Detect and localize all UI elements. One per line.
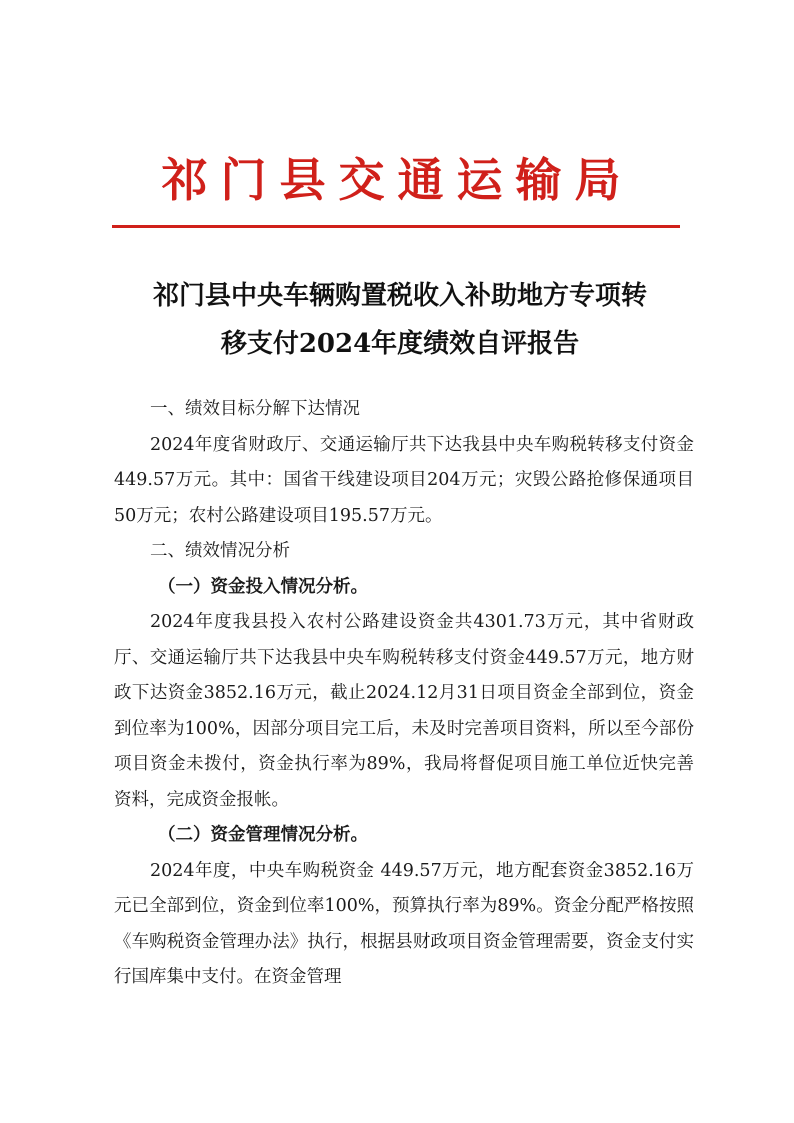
document-body [114, 392, 694, 996]
document-title-line-1: 祁门县中央车辆购置税收入补助地方专项转 [152, 281, 647, 311]
agency-masthead: 祁门县交通运输局 [161, 153, 634, 207]
masthead-red-line [112, 225, 680, 228]
subsection-2-paragraph: 2024年度，中央车购税资金 449.57万元，地方配套资金3852.16万元已全部到位，资金到位率100%，预算执行率为89%。资金分配严格按照《车购税资金管理办法》执行，根据县财政项目资金管理需要，资金支付实行国库集中支付。在资金管理 [114, 860, 694, 987]
subsection-1-paragraph: 2024年度我县投入农村公路建设资金共4301.73万元，其中省财政厅、交通运输厅共下达我县中央车购税转移支付资金449.57万元，地方财政下达资金3852.16万元，截止2024.12月31日项目资金全部到位，资金到位率为100%，因部分项目完工后，未及时完善项目资料，所以至今部份项目资金未拨付，资金执行率为89%，我局将督促项目施工单位近快完善资料，完成资金报帐。 [114, 612, 694, 810]
document-title-line-2: 移支付2024年度绩效自评报告 [220, 329, 580, 359]
subsection-2-heading: （二）资金管理情况分析。 [158, 825, 368, 845]
section-2-heading: 二、绩效情况分析 [150, 541, 290, 561]
section-1-heading: 一、绩效目标分解下达情况 [150, 399, 360, 419]
document-title [100, 272, 700, 368]
subsection-1-heading: （一）资金投入情况分析。 [158, 576, 368, 597]
section-1-paragraph: 2024年度省财政厅、交通运输厅共下达我县中央车购税转移支付资金449.57万元。其中：国省干线建设项目204万元；灾毁公路抢修保通项目50万元；农村公路建设项目195.57万元。 [114, 434, 694, 526]
